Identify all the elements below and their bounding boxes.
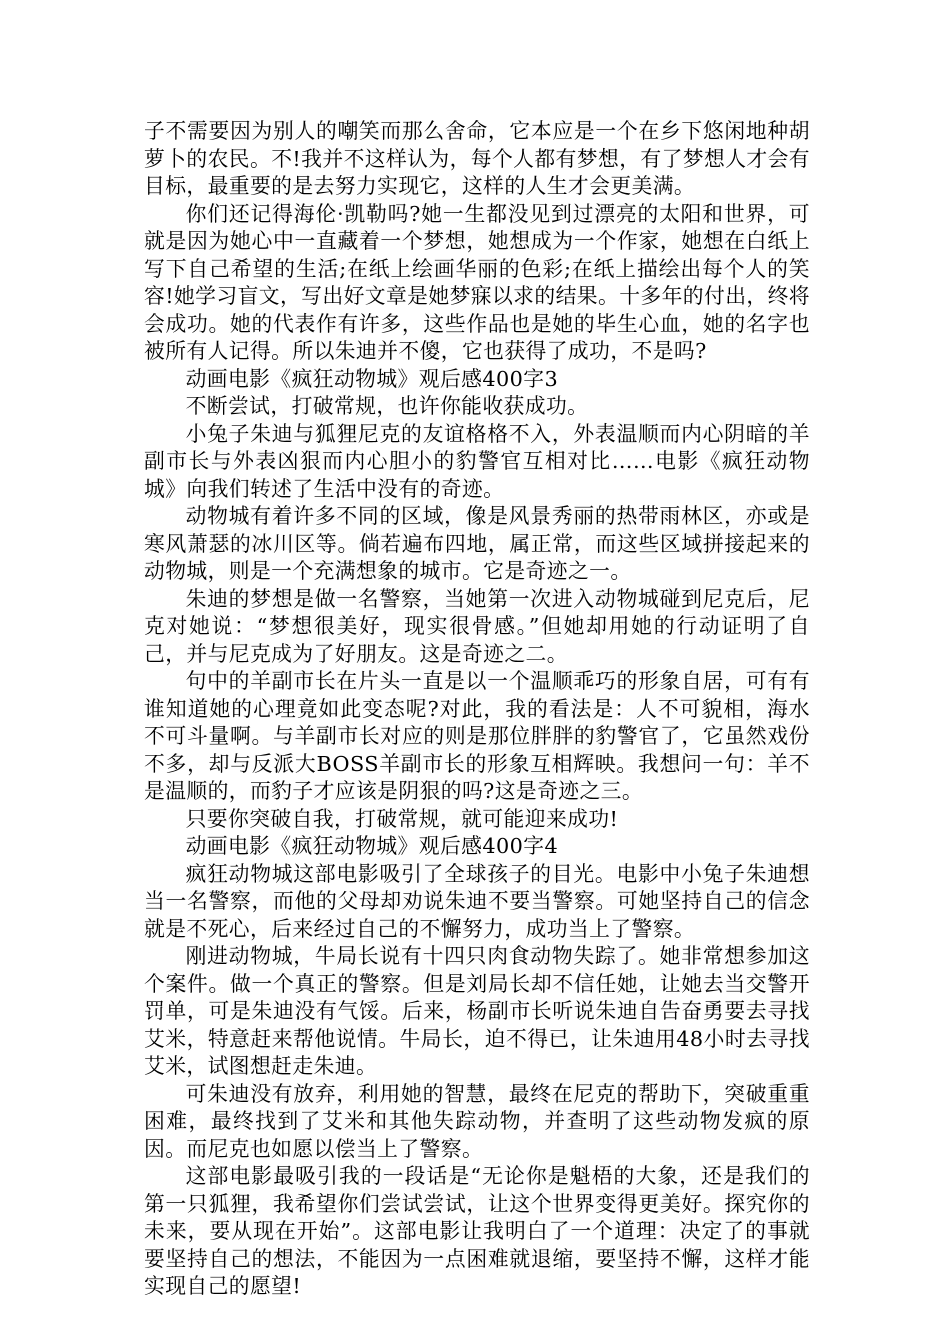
paragraph-12: 刚进动物城，牛局长说有十四只肉食动物失踪了。她非常想参加这个案件。做一个真正的警察。但是刘局长却不信任她，让她去当交警开罚单，可是朱迪没有气馁。后来，杨副市长听说朱迪自告奋勇要去寻找艾米，特意赶来帮他说情。牛局长，迫不得已，让朱迪用48小时去寻找艾米，试图想赶走朱迪。 <box>144 944 810 1078</box>
document-page <box>144 118 810 1301</box>
paragraph-5: 小兔子朱迪与狐狸尼克的友谊格格不入，外表温顺而内心阴暗的羊副市长与外表凶狠而内心胆小的豹警官互相对比……电影《疯狂动物城》向我们转述了生活中没有的奇迹。 <box>144 421 810 501</box>
paragraph-9: 只要你突破自我，打破常规，就可能迎来成功! <box>185 806 619 831</box>
paragraph-1: 子不需要因为别人的嘲笑而那么舍命，它本应是一个在乡下悠闲地种胡萝卜的农民。不!我并不这样认为，每个人都有梦想，有了梦想人才会有目标，最重要的是去努力实现它，这样的人生才会更美满。 <box>144 119 810 198</box>
section-heading-4: 动画电影《疯狂动物城》观后感400字4 <box>185 834 559 858</box>
paragraph-6: 动物城有着许多不同的区域，像是风景秀丽的热带雨林区，亦或是寒风萧瑟的冰川区等。倘若遍布四地，属正常，而这些区域拼接起来的动物城，则是一个充满想象的城市。它是奇迹之一。 <box>144 504 810 583</box>
paragraph-13: 可朱迪没有放弃，利用她的智慧，最终在尼克的帮助下，突破重重困难，最终找到了艾米和其他失踪动物，并查明了这些动物发疯的原因。而尼克也如愿以偿当上了警察。 <box>144 1081 810 1161</box>
paragraph-8: 句中的羊副市长在片头一直是以一个温顺乖巧的形象自居，可有有谁知道她的心理竟如此变态呢?对此，我的看法是：人不可貌相，海水不可斗量啊。与羊副市长对应的则是那位胖胖的豹警官了，它虽然戏份不多，却与反派大BOSS羊副市长的形象互相辉映。我想问一句：羊不是温顺的，而豹子才应该是阴狠的吗?这是奇迹之三。 <box>144 669 810 803</box>
paragraph-7: 朱迪的梦想是做一名警察，当她第一次进入动物城碰到尼克后，尼克对她说：“梦想很美好，现实很骨感。”但她却用她的行动证明了自己，并与尼克成为了好朋友。这是奇迹之二。 <box>144 586 810 666</box>
paragraph-14: 这部电影最吸引我的一段话是“无论你是魁梧的大象，还是我们的第一只狐狸，我希望你们尝试尝试，让这个世界变得更美好。探究你的未来，要从现在开始”。这部电影让我明白了一个道理：决定了的事就要坚持自己的想法，不能因为一点困难就退缩，要坚持不懈，这样才能实现自己的愿望! <box>144 1164 810 1298</box>
paragraph-11: 疯狂动物城这部电影吸引了全球孩子的目光。电影中小兔子朱迪想当一名警察，而他的父母却劝说朱迪不要当警察。可她坚持自己的信念就是不死心，后来经过自己的不懈努力，成功当上了警察。 <box>144 861 810 941</box>
paragraph-4: 不断尝试，打破常规，也许你能收获成功。 <box>185 394 589 418</box>
paragraph-2: 你们还记得海伦·凯勒吗?她一生都没见到过漂亮的太阳和世界，可就是因为她心中一直藏着一个梦想，她想成为一个作家，她想在白纸上写下自己希望的生活;在纸上绘画华丽的色彩;在纸上描绘出每个人的笑容!她学习盲文，写出好文章是她梦寐以求的结果。十多年的付出，终将会成功。她的代表作有许多，这些作品也是她的毕生心血，她的名字也被所有人记得。所以朱迪并不傻，它也获得了成功，不是吗? <box>144 201 810 363</box>
section-heading-3: 动画电影《疯狂动物城》观后感400字3 <box>185 366 559 391</box>
